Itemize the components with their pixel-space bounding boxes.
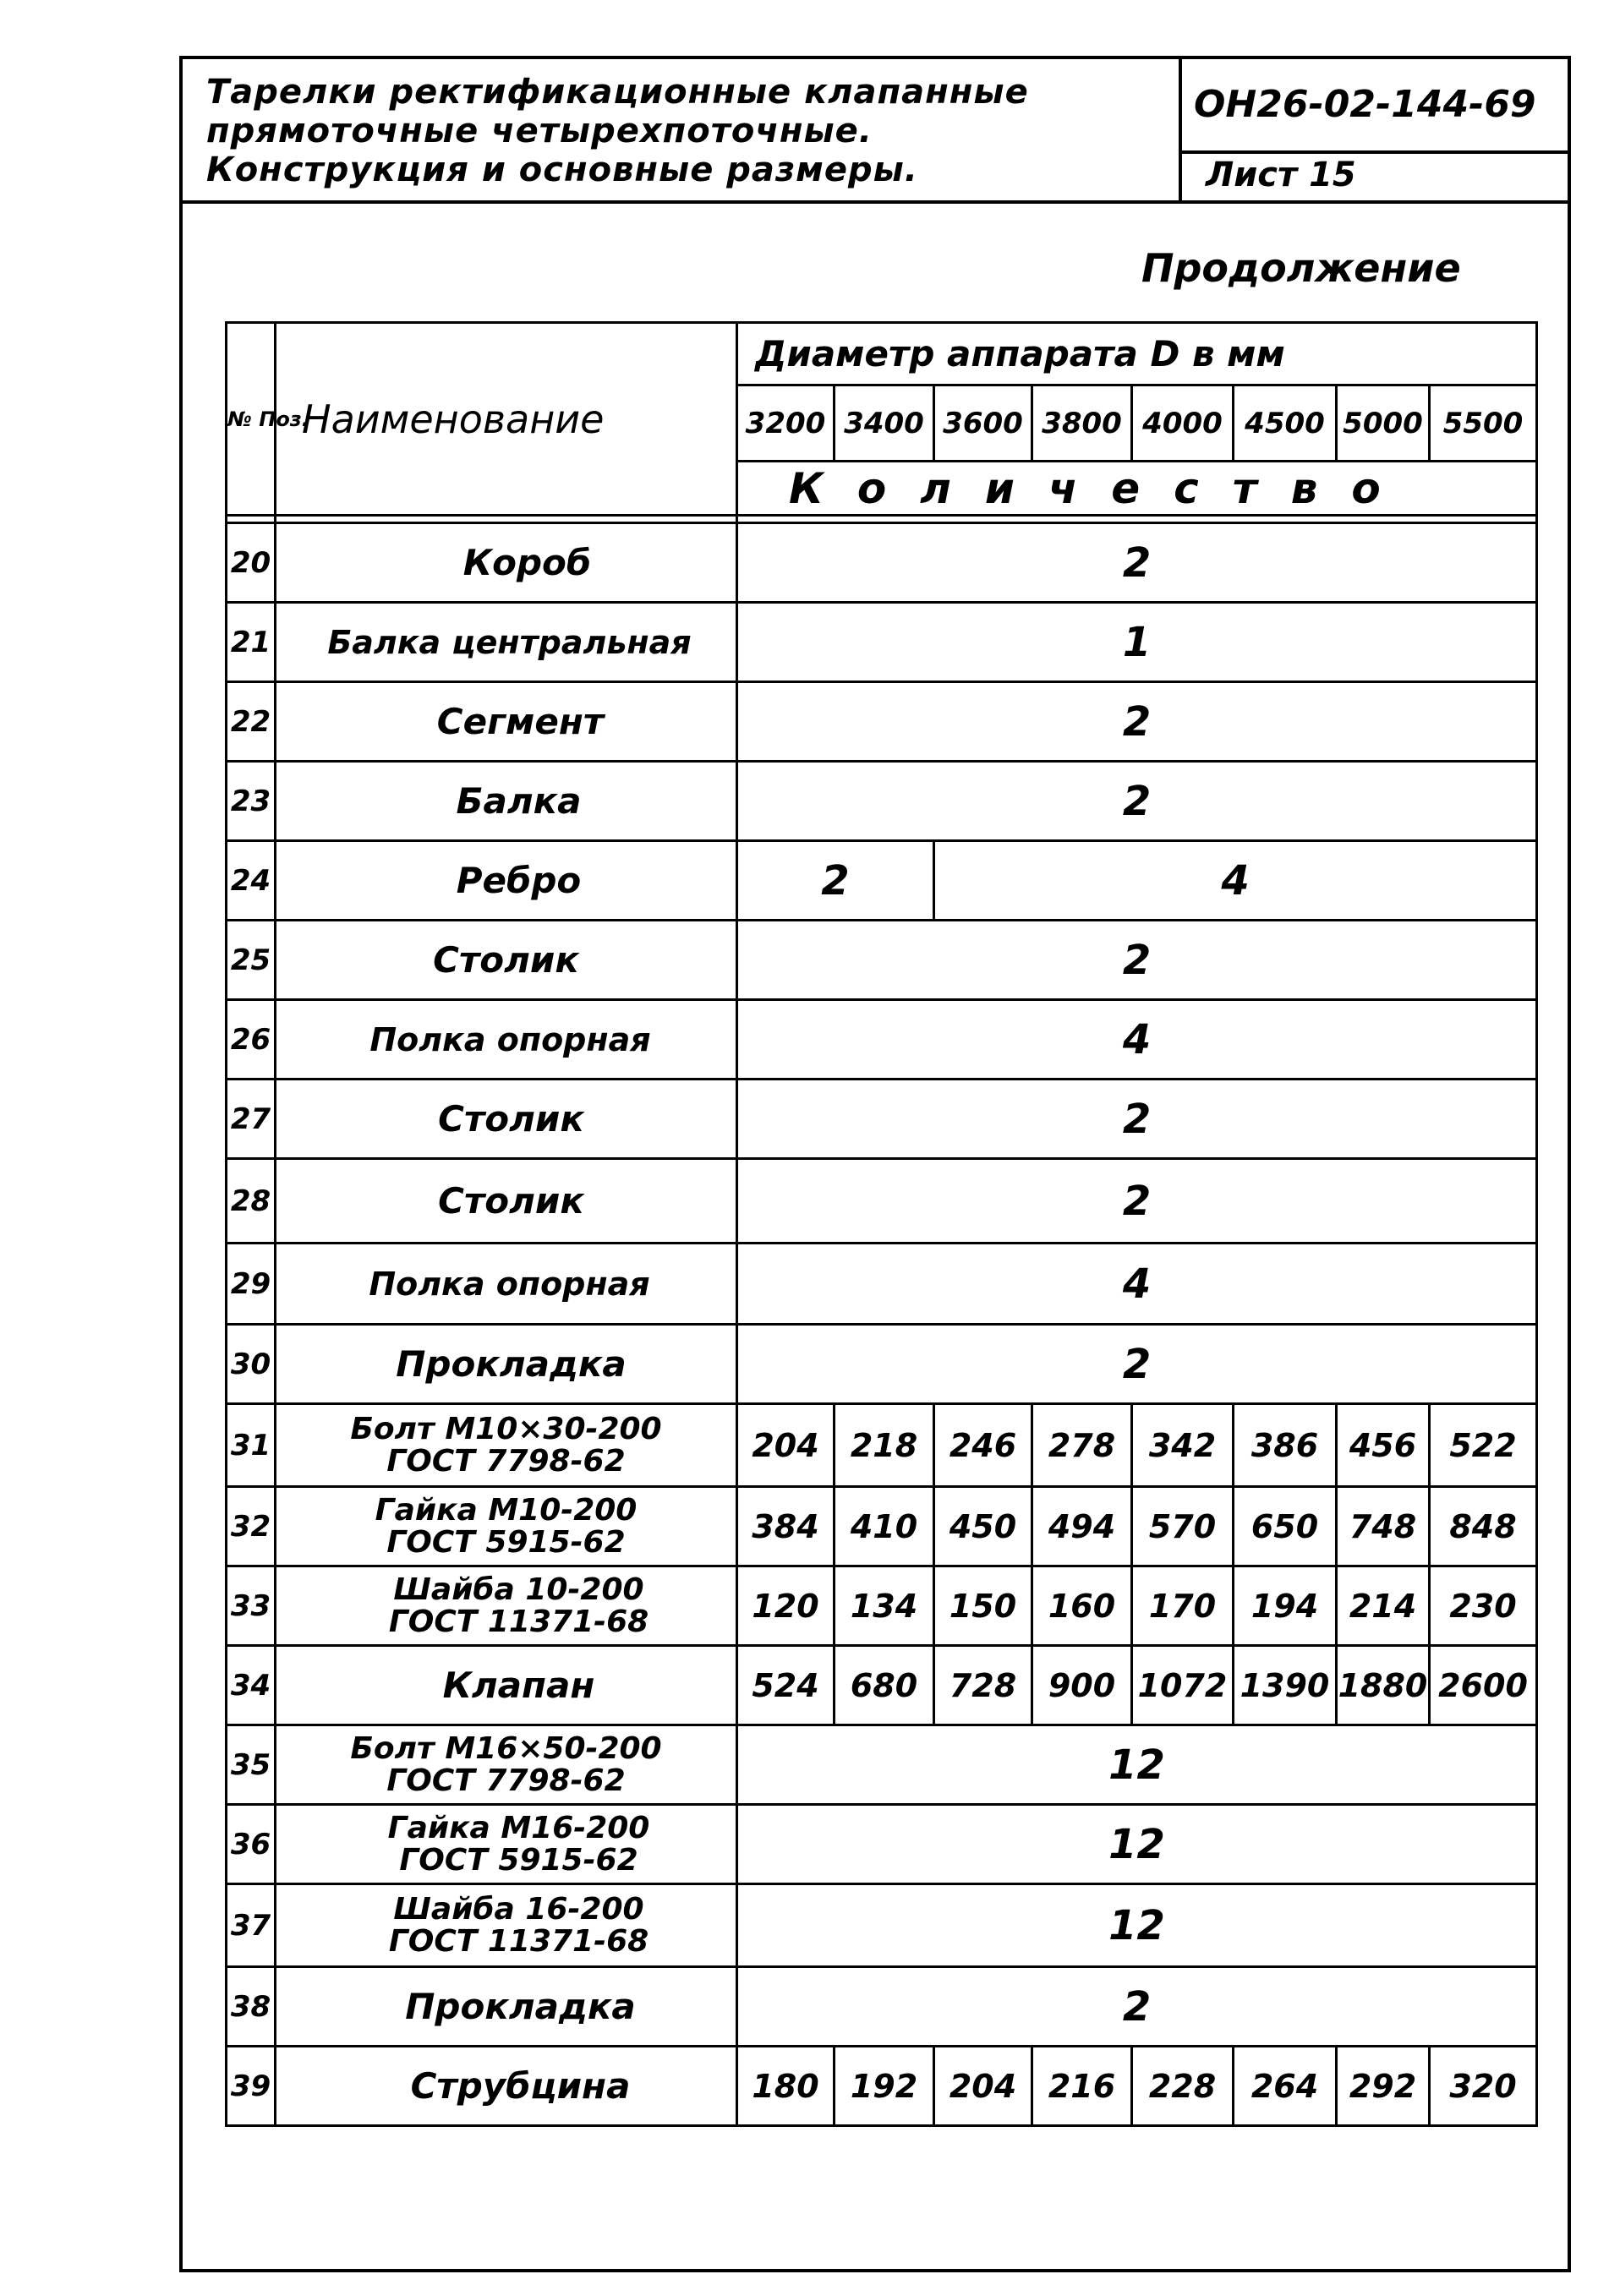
- row-value: 218: [835, 1404, 934, 1487]
- table-row: [227, 921, 1537, 1000]
- row-qty: 1: [737, 603, 1537, 682]
- row-value: 214: [1337, 1566, 1430, 1646]
- row-name: Столик: [276, 1159, 737, 1244]
- diameter-value: 4000: [1132, 385, 1234, 462]
- row-name: Короб: [276, 523, 737, 603]
- row-pos: 38: [227, 1967, 276, 2047]
- table-row: [227, 1566, 1537, 1646]
- row-pos: 23: [227, 762, 276, 841]
- row-name: Балка центральная: [276, 603, 737, 682]
- row-qty: 2: [737, 1967, 1537, 2047]
- row-qty: 2: [737, 1159, 1537, 1244]
- row-pos: 22: [227, 682, 276, 762]
- table-row: [227, 1884, 1537, 1967]
- row-value: 522: [1430, 1404, 1537, 1487]
- row-name: Клапан: [276, 1646, 737, 1725]
- row-value: 180: [737, 2047, 835, 2126]
- table-row: [227, 1159, 1537, 1244]
- row-name: Струбцина: [276, 2047, 737, 2126]
- row-name-line2: ГОСТ 11371-68: [388, 1604, 649, 1639]
- table-row: [227, 523, 1537, 603]
- row-name: Столик: [276, 1080, 737, 1159]
- row-qty: 4: [737, 1000, 1537, 1080]
- diameter-header: Диаметр аппарата D в мм: [737, 323, 1537, 385]
- diameter-value: 3800: [1032, 385, 1132, 462]
- row-value: 160: [1032, 1566, 1132, 1646]
- row-name: [276, 1884, 737, 1967]
- title-divider: [1179, 59, 1182, 200]
- row-pos: 29: [227, 1244, 276, 1325]
- row-value: 134: [835, 1566, 934, 1646]
- title-line: прямоточные четырехпоточные.: [206, 112, 873, 150]
- row-pos: 30: [227, 1325, 276, 1404]
- row-pos: 31: [227, 1404, 276, 1487]
- table-row: [227, 1725, 1537, 1805]
- row-pos: 24: [227, 841, 276, 921]
- table-row: [227, 1967, 1537, 2047]
- document-title: [206, 73, 1339, 189]
- row-pos: 32: [227, 1487, 276, 1566]
- row-value: 204: [737, 1404, 835, 1487]
- row-value: 2600: [1430, 1646, 1537, 1725]
- row-name-line2: ГОСТ 5915-62: [399, 1842, 638, 1878]
- table-row: [227, 682, 1537, 762]
- quantity-header: Количество: [737, 462, 1537, 516]
- row-name: Прокладка: [276, 1325, 737, 1404]
- row-name: Полка опорная: [276, 1244, 737, 1325]
- row-value: 264: [1234, 2047, 1337, 2126]
- row-value: 900: [1032, 1646, 1132, 1725]
- row-value: 386: [1234, 1404, 1337, 1487]
- diameter-value: 5000: [1337, 385, 1430, 462]
- row-value: 230: [1430, 1566, 1537, 1646]
- pos-header: № Поз.: [227, 323, 276, 516]
- row-qty: 12: [737, 1725, 1537, 1805]
- row-value: 320: [1430, 2047, 1537, 2126]
- table-row: [227, 603, 1537, 682]
- row-value: 650: [1234, 1487, 1337, 1566]
- row-qty: 12: [737, 1805, 1537, 1884]
- row-value: 384: [737, 1487, 835, 1566]
- row-value: 570: [1132, 1487, 1234, 1566]
- row-name: [276, 1805, 737, 1884]
- row-value: 450: [934, 1487, 1032, 1566]
- row-pos: 39: [227, 2047, 276, 2126]
- row-pos: 37: [227, 1884, 276, 1967]
- sheet-number: Лист 15: [1206, 156, 1356, 194]
- row-pos: 36: [227, 1805, 276, 1884]
- row-value: 494: [1032, 1487, 1132, 1566]
- row-value: 748: [1337, 1487, 1430, 1566]
- row-value: 228: [1132, 2047, 1234, 2126]
- row-name-line2: ГОСТ 7798-62: [386, 1763, 626, 1798]
- table-row: [227, 1080, 1537, 1159]
- document-code: ОН26-02-144-69: [1194, 83, 1536, 126]
- title-line: Тарелки ректификационные клапанные: [206, 73, 1029, 112]
- table-row: [227, 1646, 1537, 1725]
- row-value: 342: [1132, 1404, 1234, 1487]
- row-name: [276, 1404, 737, 1487]
- table-row: [227, 1325, 1537, 1404]
- row-value: 410: [835, 1487, 934, 1566]
- row-qty: 2: [737, 921, 1537, 1000]
- name-header: Наименование: [276, 323, 737, 516]
- code-divider: [1182, 150, 1568, 154]
- row-value: 246: [934, 1404, 1032, 1487]
- row-value: 728: [934, 1646, 1032, 1725]
- row-value: 194: [1234, 1566, 1337, 1646]
- row-qty: 12: [737, 1884, 1537, 1967]
- specification-table: [225, 321, 1538, 2127]
- row-name-line1: Болт М10×30-200: [350, 1411, 662, 1446]
- row-pos: 33: [227, 1566, 276, 1646]
- row-value: 192: [835, 2047, 934, 2126]
- table-row: [227, 1404, 1537, 1487]
- row-name: Столик: [276, 921, 737, 1000]
- row-name-line2: ГОСТ 11371-68: [388, 1923, 649, 1959]
- table-row: [227, 2047, 1537, 2126]
- table-row: [227, 1487, 1537, 1566]
- row-value: 292: [1337, 2047, 1430, 2126]
- row-name: Ребро: [276, 841, 737, 921]
- table-row: [227, 841, 1537, 921]
- row-qty-b: 4: [934, 841, 1537, 921]
- row-name: [276, 1725, 737, 1805]
- row-value: 120: [737, 1566, 835, 1646]
- row-value: 848: [1430, 1487, 1537, 1566]
- row-name-line2: ГОСТ 5915-62: [386, 1524, 626, 1560]
- row-pos: 34: [227, 1646, 276, 1725]
- row-value: 150: [934, 1566, 1032, 1646]
- row-qty: 2: [737, 523, 1537, 603]
- row-qty: 2: [737, 1325, 1537, 1404]
- row-pos: 20: [227, 523, 276, 603]
- row-name: Балка: [276, 762, 737, 841]
- row-name-line1: Гайка М16-200: [387, 1810, 650, 1845]
- row-pos: 26: [227, 1000, 276, 1080]
- row-pos: 27: [227, 1080, 276, 1159]
- row-qty: 2: [737, 682, 1537, 762]
- diameter-value: 3600: [934, 385, 1032, 462]
- table-row: [227, 1000, 1537, 1080]
- row-pos: 21: [227, 603, 276, 682]
- row-value: 1390: [1234, 1646, 1337, 1725]
- row-name-line1: Шайба 16-200: [393, 1891, 644, 1927]
- diameter-value: 4500: [1234, 385, 1337, 462]
- row-name-line2: ГОСТ 7798-62: [386, 1443, 626, 1479]
- row-name-line1: Шайба 10-200: [393, 1572, 644, 1607]
- continuation-label: Продолжение: [1141, 245, 1461, 291]
- row-value: 170: [1132, 1566, 1234, 1646]
- row-value: 524: [737, 1646, 835, 1725]
- title-block: [183, 59, 1568, 204]
- row-name: Полка опорная: [276, 1000, 737, 1080]
- table-row: [227, 762, 1537, 841]
- row-value: 1880: [1337, 1646, 1430, 1725]
- row-pos: 25: [227, 921, 276, 1000]
- table-row: [227, 1244, 1537, 1325]
- row-name: [276, 1566, 737, 1646]
- row-value: 278: [1032, 1404, 1132, 1487]
- row-qty: 2: [737, 762, 1537, 841]
- row-value: 1072: [1132, 1646, 1234, 1725]
- row-qty: 2: [737, 1080, 1537, 1159]
- row-pos: 28: [227, 1159, 276, 1244]
- diameter-value: 3400: [835, 385, 934, 462]
- row-name-line1: Гайка М10-200: [375, 1492, 638, 1528]
- row-value: 680: [835, 1646, 934, 1725]
- row-value: 216: [1032, 2047, 1132, 2126]
- row-qty-a: 2: [737, 841, 934, 921]
- row-name: [276, 1487, 737, 1566]
- row-name: Прокладка: [276, 1967, 737, 2047]
- table-row: [227, 1805, 1537, 1884]
- title-line: Конструкция и основные размеры.: [206, 150, 918, 189]
- diameter-value: 3200: [737, 385, 835, 462]
- row-value: 204: [934, 2047, 1032, 2126]
- row-value: 456: [1337, 1404, 1430, 1487]
- diameter-value: 5500: [1430, 385, 1537, 462]
- row-qty: 4: [737, 1244, 1537, 1325]
- row-name-line1: Болт М16×50-200: [350, 1730, 662, 1766]
- row-name: Сегмент: [276, 682, 737, 762]
- row-pos: 35: [227, 1725, 276, 1805]
